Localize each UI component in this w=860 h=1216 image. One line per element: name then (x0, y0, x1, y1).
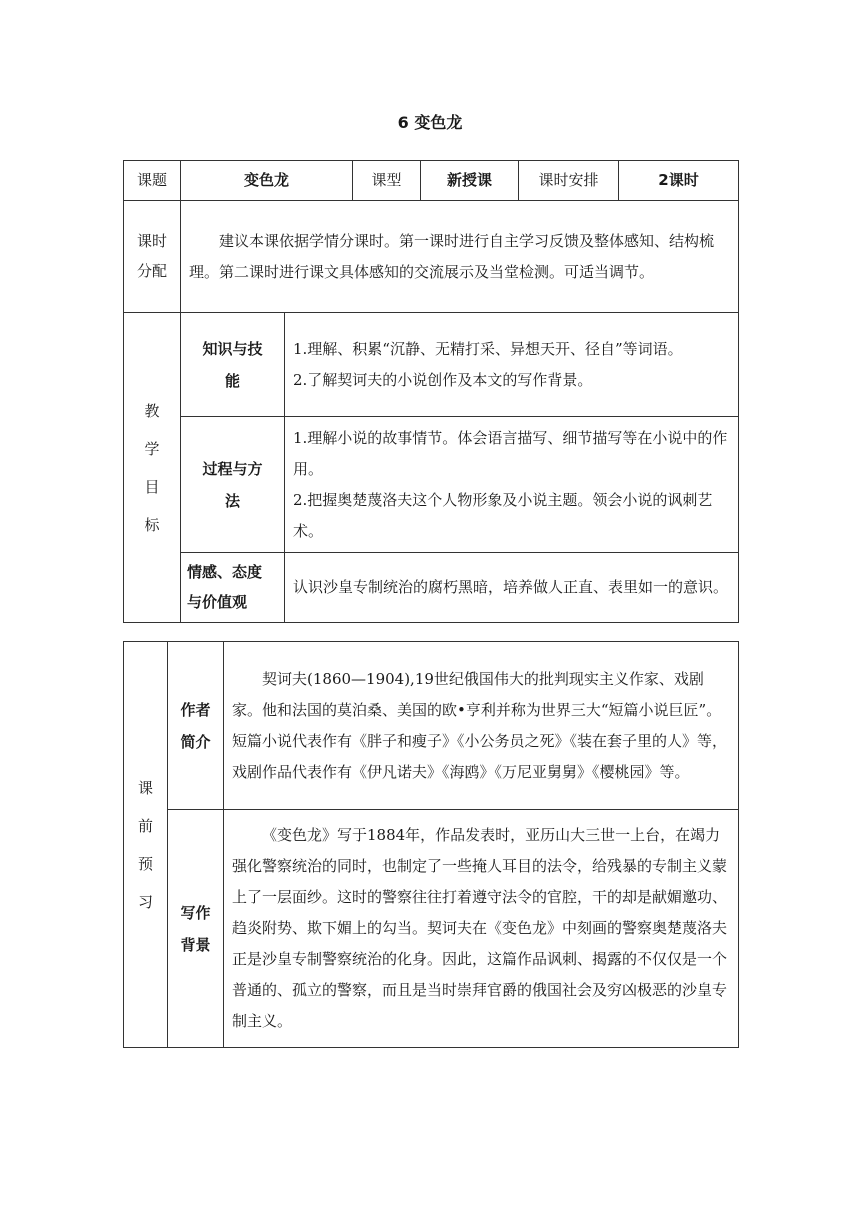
preview-label (124, 642, 168, 1048)
page-title: 6 变色龙 (397, 113, 463, 132)
schedule-value: 2课时 (619, 161, 739, 201)
type-value: 新授课 (421, 161, 519, 201)
author-label (168, 642, 224, 810)
preview-label-text: 课前预习 (138, 778, 154, 911)
process-items (285, 417, 739, 553)
type-label: 课型 (353, 161, 421, 201)
emotion-label (181, 553, 285, 623)
goals-label (124, 313, 181, 623)
preview-table (123, 641, 739, 1048)
knowledge-label (181, 313, 285, 417)
process-label (181, 417, 285, 553)
process-label-text: 过程与方法 (202, 459, 263, 510)
emotion-paragraph: 认识沙皇专制统治的腐朽黑暗，培养做人正直、表里如一的意识。 (293, 578, 729, 596)
author-paragraph: 契诃夫(1860—1904),19世纪俄国伟大的批判现实主义作家、戏剧家。他和法国的莫泊桑、美国的欧•亨利并称为世界三大“短篇小说巨匠”。短篇小说代表作有《胖子和瘦子》《小公务员之死》《装在套子里的人》等，戏剧作品代表作有《伊凡诺夫》《海鸥》《万尼亚舅舅》《樱桃园》等。 (232, 669, 728, 781)
background-label (168, 810, 224, 1048)
allocation-text (181, 201, 739, 313)
background-label-text: 写作背景 (180, 903, 211, 954)
lesson-info-table (123, 160, 739, 623)
knowledge-item-2: 2.了解契诃夫的小说创作及本文的写作背景。 (293, 370, 593, 389)
emotion-label-text: 情感、态度与价值观 (187, 563, 263, 611)
topic-label: 课题 (124, 161, 181, 201)
process-item-1: 1.理解小说的故事情节。体会语言描写、细节描写等在小说中的作用。 (293, 428, 728, 478)
knowledge-items (285, 313, 739, 417)
allocation-label (124, 201, 181, 313)
process-item-2: 2.把握奥楚蔑洛夫这个人物形象及小说主题。领会小说的讽刺艺术。 (293, 490, 713, 540)
author-text (224, 642, 739, 810)
author-label-text: 作者简介 (180, 700, 211, 751)
goals-label-text: 教学目标 (144, 401, 160, 534)
allocation-label-text: 课时分配 (136, 232, 167, 280)
background-text (224, 810, 739, 1048)
emotion-text (285, 553, 739, 623)
background-paragraph: 《变色龙》写于1884年，作品发表时，亚历山大三世一上台，在竭力强化警察统治的同时，也制定了一些掩人耳目的法令，给残暴的专制主义蒙上了一层面纱。这时的警察往往打着遵守法令的官腔，干的却是献媚邀功、趋炎附势、欺下媚上的勾当。契诃夫在《变色龙》中刻画的警察奥楚蔑洛夫正是沙皇专制警察统治的化身。因此，这篇作品讽刺、揭露的不仅仅是一个普通的、孤立的警察，而且是当时崇拜官爵的俄国社会及穷凶极恶的沙皇专制主义。 (232, 826, 728, 1030)
knowledge-item-1: 1.理解、积累“沉静、无精打采、异想天开、径自”等词语。 (293, 339, 683, 358)
knowledge-label-text: 知识与技能 (202, 339, 263, 390)
topic-value: 变色龙 (181, 161, 353, 201)
schedule-label: 课时安排 (519, 161, 619, 201)
allocation-paragraph: 建议本课依据学情分课时。第一课时进行自主学习反馈及整体感知、结构梳理。第二课时进行课文具体感知的交流展示及当堂检测。可适当调节。 (189, 231, 715, 281)
